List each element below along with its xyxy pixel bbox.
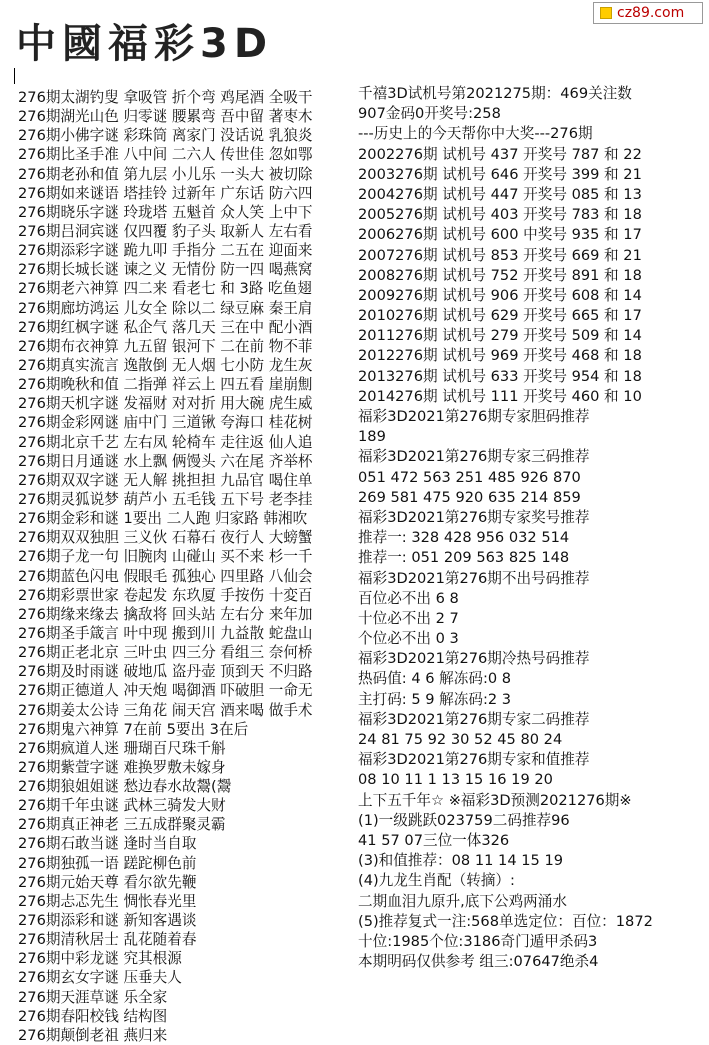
- right-text-row: 个位必不出 0 3: [358, 630, 459, 648]
- right-text-row: 2010276期 试机号 629 开奖号 665 和 17: [358, 307, 642, 325]
- left-text-row: 276期太湖钓叟 拿吸管 折个弯 鸡尾酒 全吸干: [18, 89, 313, 106]
- right-text-row: 2005276期 试机号 403 开奖号 783 和 18: [358, 206, 642, 224]
- left-text-row: 276期长城长谜 谏之义 无情份 防一四 喝燕窝: [18, 261, 313, 279]
- right-text-row: 二期血泪九原升,底下公鸡两涌水: [358, 892, 567, 910]
- left-text-row: 276期鬼六神算 7在前 5要出 3在后: [18, 720, 249, 738]
- right-text-row: 福彩3D2021第276期专家胆码推荐: [358, 408, 590, 425]
- right-text-row: 907金码0开奖号:258: [358, 105, 501, 123]
- right-text-row: 2014276期 试机号 111 开奖号 460 和 10: [358, 387, 642, 405]
- left-text-row: 276期晚秋和值 二指弹 祥云上 四五看 崖崩劁: [18, 376, 313, 394]
- right-text-row: 百位必不出 6 8: [358, 589, 459, 607]
- left-text-row: 276期中彩龙谜 究其根源: [18, 950, 182, 968]
- right-text-row: 福彩3D2021第276期专家奖号推荐: [358, 508, 590, 526]
- left-text-row: 276期真正神老 三五成群聚灵霸: [18, 816, 226, 834]
- left-text-row: 276期灵狐说梦 葫芦小 五毛钱 五下号 老李挂: [18, 490, 313, 508]
- left-text-row: 276期天机字谜 发福财 对对折 用大碗 虎生威: [18, 395, 313, 413]
- left-text-row: 276期添彩字谜 跪九叩 手指分 二五在 迎面来: [18, 242, 313, 260]
- left-text-row: 276期紫萱字谜 难换罗敷未嫁身: [18, 758, 226, 776]
- left-text-row: 276期正老北京 三叶虫 四三分 看组三 奈何桥: [18, 644, 313, 662]
- left-text-row: 276期清秋居士 乱花随着春: [18, 931, 197, 949]
- left-text-row: 276期双双独胆 三义伙 石幕石 夜行人 大螃蟹: [18, 529, 313, 547]
- right-text-row: 2003276期 试机号 646 开奖号 399 和 21: [358, 165, 642, 183]
- watermark-text: cz89.com: [617, 5, 685, 21]
- right-text-row: 2008276期 试机号 752 开奖号 891 和 18: [358, 266, 642, 284]
- left-text-row: 276期比圣手准 八中间 二六人 传世佳 忽如鄂: [18, 146, 313, 164]
- left-text-row: 276期老六神算 四二来 看老七 和 3路 吃鱼翅: [18, 280, 312, 298]
- left-text-row: 276期红枫字谜 私企气 落几天 三在中 配小酒: [18, 318, 313, 336]
- right-text-row: 推荐一: 051 209 563 825 148: [358, 549, 570, 567]
- right-text-row: (5)推荐复式一注:568单选定位：百位：1872: [358, 912, 653, 930]
- right-text-row: ---历史上的今天帮你中大奖---276期: [358, 125, 593, 143]
- right-text-row: 269 581 475 920 635 214 859: [358, 488, 581, 506]
- right-text-row: 福彩3D2021第276期不出号码推荐: [358, 569, 590, 587]
- right-text-row: 上下五千年☆ ※福彩3D预测2021276期※: [358, 791, 632, 809]
- left-text-row: 276期北京千艺 左右凤 轮椅车 走往返 仙人追: [18, 433, 313, 451]
- left-text-row: 276期金彩和谜 1要出 二人跑 归家路 韩湘吹: [18, 510, 308, 528]
- left-text-row: 276期姜太公诗 三角花 闹天宫 酒来喝 做手术: [18, 701, 313, 719]
- right-text-row: 推荐一: 328 428 956 032 514: [358, 529, 570, 547]
- left-text-row: 276期如来谜语 塔挂铃 过新年 广东话 防六四: [18, 184, 313, 202]
- left-text-row: 276期狼姐姐谜 愁边春水故鬶(鬶: [18, 778, 232, 796]
- right-text-row: 051 472 563 251 485 926 870: [358, 468, 581, 486]
- right-text-row: 2013276期 试机号 633 开奖号 954 和 18: [358, 367, 642, 385]
- right-text-row: 2011276期 试机号 279 开奖号 509 和 14: [358, 327, 642, 345]
- right-text-row: 十位必不出 2 7: [358, 609, 459, 627]
- right-text-row: 主打码: 5 9 解冻码:2 3: [358, 690, 512, 708]
- left-text-row: 276期玄女字谜 压垂夫人: [18, 969, 182, 987]
- left-text-row: 276期圣手箴言 叶中现 搬到川 九益散 蛇盘山: [18, 624, 313, 642]
- left-text-row: 276期湖光山色 归零谜 腰累弯 吾中留 著枣木: [18, 108, 313, 126]
- left-text-row: 276期天涯草谜 乐全家: [18, 988, 168, 1006]
- left-text-row: 276期日月通谜 水上飘 俩馒头 六在尾 齐举杯: [18, 452, 313, 470]
- left-text-row: 276期石敢当谜 逢时当自取: [18, 835, 197, 853]
- left-text-row: 276期金彩网谜 庙中门 三道锹 夸海口 桂花树: [18, 414, 313, 432]
- left-text-row: 276期小佛字谜 彩珠筒 离家门 没话说 乳狼炎: [18, 127, 313, 145]
- left-text-row: 276期忐忑先生 惆怅春光里: [18, 892, 197, 910]
- left-text-row: 276期真实流言 逸散倒 无人烟 七小防 龙生灰: [18, 356, 313, 374]
- right-text-row: 福彩3D2021第276期冷热号码推荐: [358, 650, 590, 668]
- right-text-row: 福彩3D2021第276期专家三码推荐: [358, 448, 590, 466]
- left-text-row: 276期添彩和谜 新知客遇谈: [18, 912, 197, 930]
- left-text-row: 276期布衣神算 九五留 银河下 二在前 物不菲: [18, 337, 313, 355]
- left-text-row: 276期颠倒老祖 燕归来: [18, 1026, 168, 1044]
- left-column: [18, 88, 348, 1045]
- left-text-row: 276期老孙和值 第九层 小儿乐 一头大 被切除: [18, 165, 313, 183]
- right-text-row: 2004276期 试机号 447 开奖号 085 和 13: [358, 185, 642, 203]
- left-text-row: 276期双双字谜 无人解 挑担担 九品官 喝住单: [18, 471, 313, 489]
- right-text-row: 2007276期 试机号 853 开奖号 669 和 21: [358, 246, 642, 264]
- left-text-row: 276期正德道人 冲天炮 喝御酒 吓破胆 一命无: [18, 682, 313, 700]
- right-text-row: (1)一级跳跃023759二码推荐96: [358, 811, 570, 829]
- left-text-row: 276期春阳校钱 结构图: [18, 1007, 168, 1025]
- right-text-row: (4)九龙生肖配（转摘）:: [358, 872, 515, 890]
- watermark: [593, 2, 703, 24]
- left-text-row: 276期缘来缘去 擒敌将 回头站 左右分 来年加: [18, 605, 313, 623]
- right-text-row: 2012276期 试机号 969 开奖号 468 和 18: [358, 347, 642, 365]
- left-text-row: 276期蓝色闪电 假眼毛 孤独心 四里路 八仙会: [18, 567, 313, 585]
- text-cursor: [14, 68, 15, 84]
- right-text-row: 2002276期 试机号 437 开奖号 787 和 22: [358, 145, 642, 163]
- right-text-row: 24 81 75 92 30 52 45 80 24: [358, 731, 563, 748]
- right-text-row: 千禧3D试机号第2021275期：469关注数: [358, 85, 632, 102]
- left-text-row: 276期元始天尊 看尔欲先鞭: [18, 873, 197, 891]
- left-text-row: 276期独孤一语 蹉跎柳色前: [18, 854, 197, 872]
- watermark-icon: [600, 7, 612, 19]
- right-text-row: 2006276期 试机号 600 中奖号 935 和 17: [358, 226, 642, 244]
- left-text-row: 276期晓乐字谜 玲珑塔 五魁首 众人笑 上中下: [18, 203, 313, 221]
- left-text-row: 276期廊坊鸿运 儿女全 除以二 绿豆麻 秦王肩: [18, 299, 313, 317]
- left-text-row: 276期子龙一句 旧腕肉 山碰山 买不来 杉一千: [18, 548, 313, 566]
- right-text-row: 福彩3D2021第276期专家二码推荐: [358, 710, 590, 728]
- right-text-row: (3)和值推荐：08 11 14 15 19: [358, 852, 564, 870]
- right-text-row: 十位:1985个位:3186奇门遁甲杀码3: [358, 932, 598, 950]
- right-text-row: 福彩3D2021第276期专家和值推荐: [358, 751, 590, 769]
- left-text-row: 276期疯道人迷 珊瑚百尺珠千斛: [18, 739, 226, 757]
- right-text-row: 189: [358, 428, 386, 446]
- left-text-row: 276期彩票世家 卷起发 东玖厦 手按伤 十変百: [18, 586, 313, 604]
- right-text-row: 41 57 07三位一体326: [358, 831, 510, 849]
- left-text-row: 276期千年虫谜 武林三骑发大财: [18, 797, 226, 815]
- right-text-row: 2009276期 试机号 906 开奖号 608 和 14: [358, 286, 642, 304]
- right-text-row: 热码值: 4 6 解冻码:0 8: [358, 670, 512, 688]
- right-text-row: 08 10 11 1 13 15 16 19 20: [358, 771, 553, 789]
- right-text-row: 本期明码仅供参考 组三:07647绝杀4: [358, 953, 599, 971]
- right-column: [358, 84, 708, 972]
- left-text-row: 276期及时雨谜 破地瓜 盗丹壶 顶到天 不归路: [18, 663, 313, 681]
- logo: 中國福彩3D: [16, 21, 274, 67]
- left-text-row: 276期吕洞宾谜 仅四覆 豹子头 取新人 左右看: [18, 222, 313, 240]
